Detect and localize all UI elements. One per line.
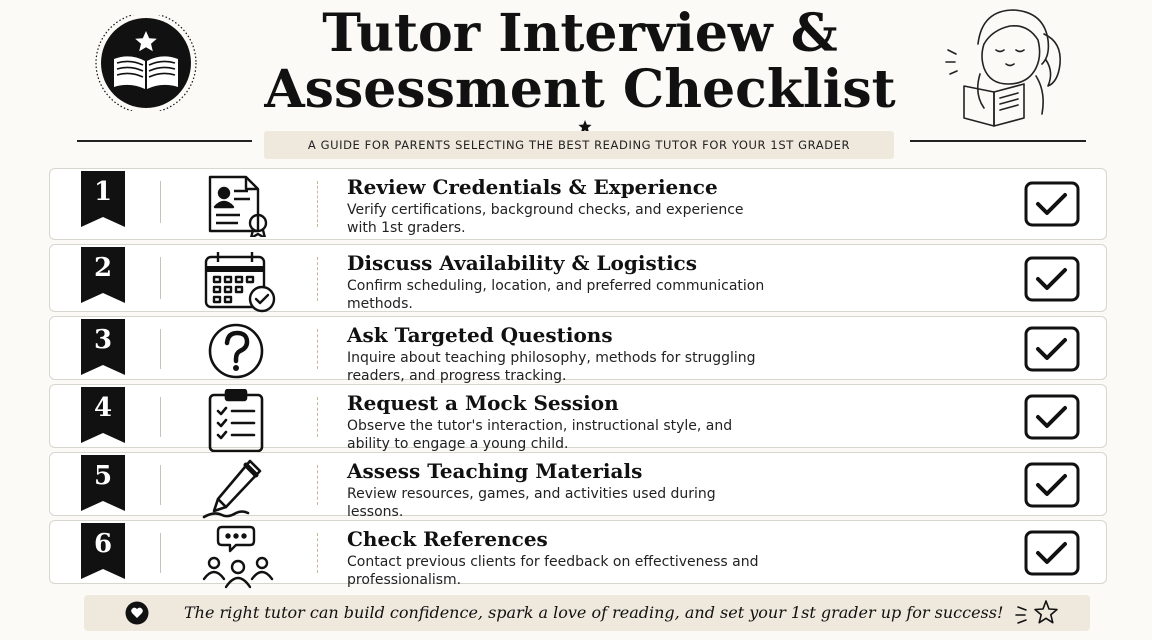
right-divider-line [910, 140, 1086, 142]
book-star-logo-icon [88, 15, 204, 111]
pen-icon [200, 457, 282, 521]
checked-checkbox-icon[interactable] [1024, 326, 1080, 372]
left-divider-line [77, 140, 252, 142]
step-number: 2 [93, 253, 113, 283]
footer-message: The right tutor can build confidence, spark a love of reading, and set your 1st grader up for success! [184, 603, 1004, 622]
question-mark-icon [200, 321, 282, 385]
divider [160, 397, 161, 437]
step-description: Confirm scheduling, location, and preferred communication methods. [347, 278, 765, 312]
step-title: Assess Teaching Materials [347, 459, 643, 483]
divider [160, 181, 161, 223]
checklist-item [49, 384, 1107, 452]
step-number: 4 [93, 393, 113, 423]
step-title: Review Credentials & Experience [347, 175, 718, 199]
girl-reading-illustration-icon [940, 4, 1070, 132]
step-number-flag [81, 171, 125, 225]
step-number: 5 [93, 461, 113, 491]
divider [317, 397, 318, 437]
step-title: Discuss Availability & Logistics [347, 251, 697, 275]
checked-checkbox-icon[interactable] [1024, 394, 1080, 440]
divider [160, 533, 161, 573]
step-number-flag [81, 247, 125, 301]
step-description: Inquire about teaching philosophy, methods for struggling readers, and progress tracking. [347, 350, 756, 384]
divider [317, 465, 318, 505]
heart-icon [124, 601, 150, 625]
step-number-flag [81, 387, 125, 441]
page-title: Tutor Interview & Assessment Checklist [264, 3, 896, 120]
checklist-item [49, 520, 1107, 588]
step-title: Ask Targeted Questions [347, 323, 613, 347]
checked-checkbox-icon[interactable] [1024, 462, 1080, 508]
step-title: Request a Mock Session [347, 391, 619, 415]
step-number: 6 [93, 529, 113, 559]
divider [317, 257, 318, 301]
calendar-check-icon [200, 249, 282, 313]
step-number-flag [81, 523, 125, 577]
resume-certificate-icon [200, 173, 282, 237]
step-number: 1 [93, 177, 113, 207]
checklist-item [49, 452, 1107, 520]
step-number: 3 [93, 325, 113, 355]
page-subtitle: A GUIDE FOR PARENTS SELECTING THE BEST READING TUTOR FOR YOUR 1ST GRADER [307, 138, 851, 152]
step-number-flag [81, 319, 125, 373]
step-description: Contact previous clients for feedback on effectiveness and professionalism. [347, 554, 759, 588]
footer-banner [84, 595, 1090, 631]
divider [160, 329, 161, 369]
divider [317, 533, 318, 573]
divider [317, 329, 318, 369]
step-description: Review resources, games, and activities used during lessons. [347, 486, 716, 520]
step-description: Verify certifications, background checks, and experience with 1st graders. [347, 202, 744, 236]
subtitle-banner [264, 131, 894, 159]
clipboard-list-icon [200, 389, 282, 453]
checklist-item [49, 244, 1107, 312]
sparkle-star-icon [1014, 597, 1064, 629]
step-title: Check References [347, 527, 548, 551]
people-chat-icon [200, 525, 282, 589]
divider [160, 257, 161, 299]
step-description: Observe the tutor's interaction, instructional style, and ability to engage a young child. [347, 418, 733, 452]
divider [160, 465, 161, 505]
step-number-flag [81, 455, 125, 509]
checked-checkbox-icon[interactable] [1024, 181, 1080, 227]
checked-checkbox-icon[interactable] [1024, 256, 1080, 302]
checked-checkbox-icon[interactable] [1024, 530, 1080, 576]
checklist-item [49, 168, 1107, 240]
divider [317, 181, 318, 227]
checklist-item [49, 316, 1107, 384]
